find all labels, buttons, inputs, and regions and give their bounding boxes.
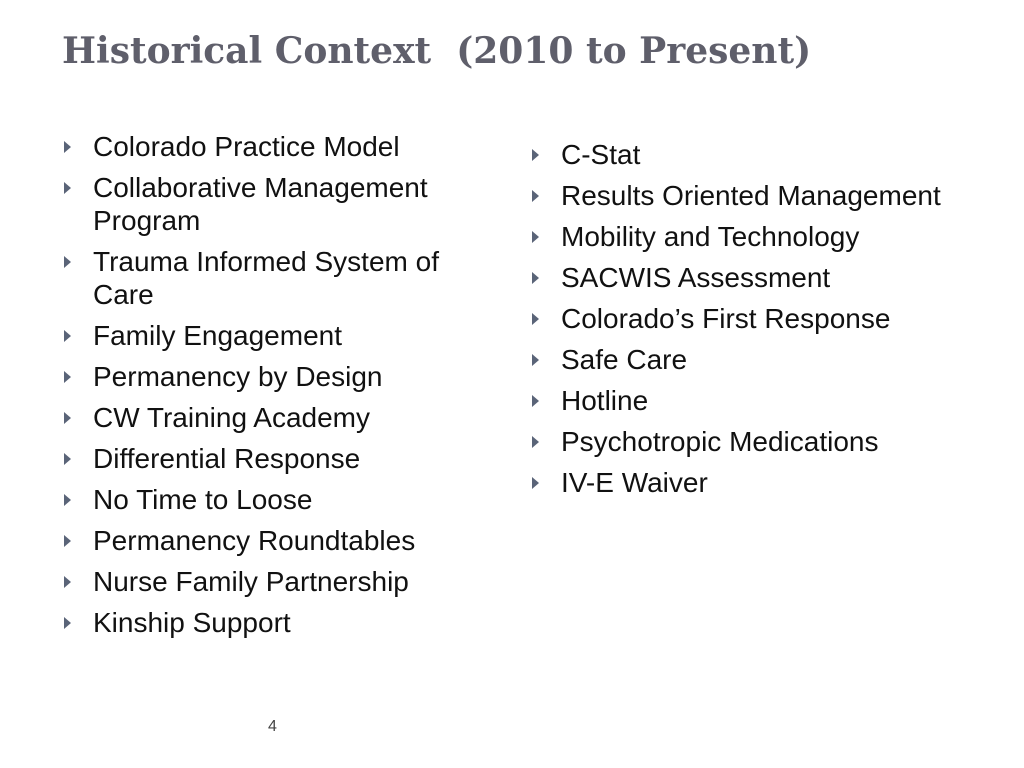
list-item-label: Nurse Family Partnership — [93, 566, 409, 597]
right-bullet-list — [530, 138, 970, 507]
list-item-label: Trauma Informed System of Care — [93, 246, 439, 310]
list-item-label: Collaborative Management Program — [93, 172, 428, 236]
list-item — [530, 466, 970, 499]
list-item-label: Mobility and Technology — [561, 221, 860, 252]
triangle-bullet-icon — [64, 141, 71, 153]
list-item — [530, 425, 970, 458]
triangle-bullet-icon — [64, 182, 71, 194]
triangle-bullet-icon — [64, 494, 71, 506]
list-item-label: SACWIS Assessment — [561, 262, 831, 293]
list-item-label: Differential Response — [93, 443, 361, 474]
list-item-label: Psychotropic Medications — [561, 426, 879, 457]
triangle-bullet-icon — [532, 190, 539, 202]
list-item — [530, 220, 970, 253]
triangle-bullet-icon — [532, 149, 539, 161]
list-item — [530, 261, 970, 294]
triangle-bullet-icon — [532, 272, 539, 284]
list-item — [62, 401, 502, 434]
slide-title: Historical Context (2010 to Present) — [62, 30, 812, 72]
list-item-label: CW Training Academy — [93, 402, 370, 433]
list-item — [530, 179, 970, 212]
triangle-bullet-icon — [64, 371, 71, 383]
list-item-label: C-Stat — [561, 139, 641, 170]
list-item — [62, 360, 502, 393]
list-item-label: Colorado Practice Model — [93, 131, 400, 162]
list-item — [62, 442, 502, 475]
list-item-label: IV-E Waiver — [561, 467, 708, 498]
list-item — [62, 565, 502, 598]
triangle-bullet-icon — [64, 617, 71, 629]
list-item — [62, 245, 502, 311]
triangle-bullet-icon — [64, 412, 71, 424]
list-item-label: Hotline — [561, 385, 649, 416]
list-item — [62, 130, 502, 163]
list-item-label: Colorado’s First Response — [561, 303, 891, 334]
list-item-label: Results Oriented Management — [561, 180, 941, 211]
list-item — [530, 343, 970, 376]
triangle-bullet-icon — [532, 477, 539, 489]
triangle-bullet-icon — [532, 436, 539, 448]
list-item-label: Kinship Support — [93, 607, 291, 638]
list-item — [62, 483, 502, 516]
list-item — [62, 319, 502, 352]
list-item — [530, 384, 970, 417]
triangle-bullet-icon — [64, 535, 71, 547]
list-item-label: No Time to Loose — [93, 484, 313, 515]
list-item — [62, 524, 502, 557]
triangle-bullet-icon — [532, 395, 539, 407]
triangle-bullet-icon — [532, 354, 539, 366]
triangle-bullet-icon — [532, 231, 539, 243]
list-item-label: Permanency Roundtables — [93, 525, 416, 556]
list-item-label: Safe Care — [561, 344, 688, 375]
triangle-bullet-icon — [64, 330, 71, 342]
list-item — [530, 302, 970, 335]
triangle-bullet-icon — [64, 453, 71, 465]
list-item — [530, 138, 970, 171]
page-number: 4 — [268, 718, 277, 735]
list-item — [62, 171, 502, 237]
triangle-bullet-icon — [64, 256, 71, 268]
list-item-label: Permanency by Design — [93, 361, 383, 392]
list-item-label: Family Engagement — [93, 320, 343, 351]
list-item — [62, 606, 502, 639]
triangle-bullet-icon — [64, 576, 71, 588]
left-bullet-list — [62, 130, 502, 647]
triangle-bullet-icon — [532, 313, 539, 325]
